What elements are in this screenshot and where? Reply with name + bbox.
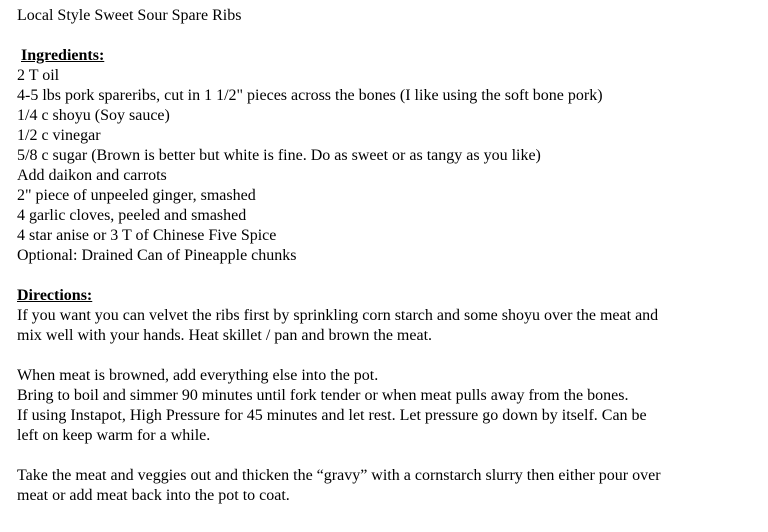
ingredients-heading: Ingredients: xyxy=(21,47,105,64)
directions-heading: Directions: xyxy=(17,287,93,304)
ingredients-list xyxy=(17,66,762,266)
ingredient-item: Add daikon and carrots xyxy=(17,167,167,184)
directions-line: Bring to boil and simmer 90 minutes until fork tender or when meat pulls away from the bones. xyxy=(17,387,629,404)
directions-line: When meat is browned, add everything else into the pot. xyxy=(17,367,379,384)
ingredient-item: 1/4 c shoyu (Soy sauce) xyxy=(17,107,170,124)
spacer xyxy=(17,266,762,286)
ingredient-item: 2 T oil xyxy=(17,67,60,84)
ingredient-item: Optional: Drained Can of Pineapple chunks xyxy=(17,247,297,264)
ingredient-item: 5/8 c sugar (Brown is better but white is fine. Do as sweet or as tangy as you like) xyxy=(17,147,541,164)
directions-paragraph-3 xyxy=(17,466,762,506)
spacer xyxy=(17,446,762,466)
directions-line: If using Instapot, High Pressure for 45 minutes and let rest. Let pressure go down by itself. Can be xyxy=(17,407,647,424)
ingredient-item: 4 garlic cloves, peeled and smashed xyxy=(17,207,247,224)
ingredient-item: 2" piece of unpeeled ginger, smashed xyxy=(17,187,256,204)
directions-line: meat or add meat back into the pot to coat. xyxy=(17,487,290,504)
directions-paragraph-1 xyxy=(17,306,762,346)
spacer xyxy=(17,346,762,366)
directions-line: If you want you can velvet the ribs first by sprinkling corn starch and some shoyu over the meat and xyxy=(17,307,659,324)
directions-line: left on keep warm for a while. xyxy=(17,427,211,444)
recipe-document xyxy=(17,6,762,506)
ingredient-item: 4 star anise or 3 T of Chinese Five Spice xyxy=(17,227,277,244)
ingredient-item: 4-5 lbs pork spareribs, cut in 1 1/2" pieces across the bones (I like using the soft bone pork) xyxy=(17,87,603,104)
ingredient-item: 1/2 c vinegar xyxy=(17,127,101,144)
directions-paragraph-2 xyxy=(17,366,762,446)
directions-line: mix well with your hands. Heat skillet / pan and brown the meat. xyxy=(17,327,433,344)
directions-line: Take the meat and veggies out and thicken the “gravy” with a cornstarch slurry then either pour over xyxy=(17,467,661,484)
recipe-title: Local Style Sweet Sour Spare Ribs xyxy=(17,7,242,24)
